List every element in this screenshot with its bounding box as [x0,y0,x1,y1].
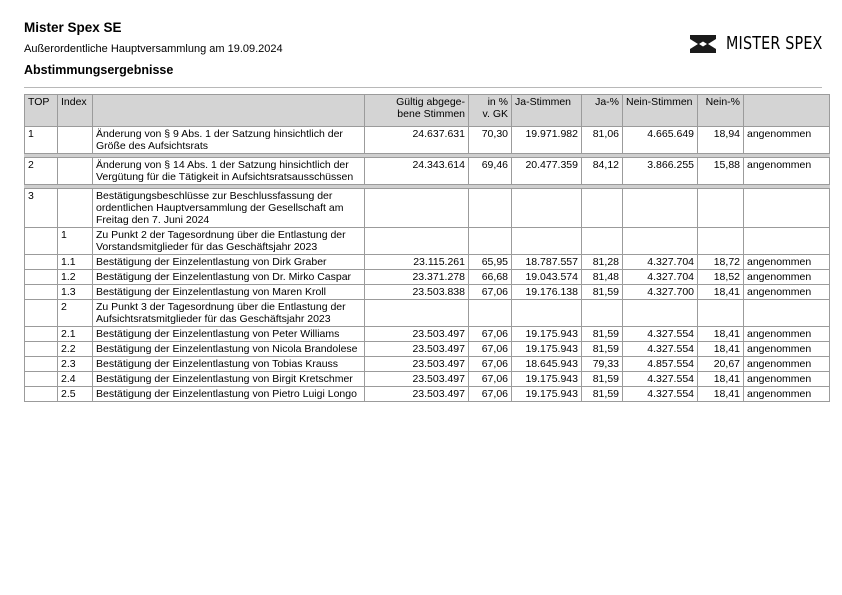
cell-result: angenommen [744,255,830,270]
cell-no-pct [698,189,744,228]
cell-valid-votes: 24.343.614 [365,158,469,185]
col-header-yes: Ja-Stimmen [512,95,582,127]
cell-valid-votes: 23.115.261 [365,255,469,270]
cell-yes: 18.645.943 [512,357,582,372]
cell-yes [512,300,582,327]
cell-valid-votes [365,300,469,327]
cell-yes-pct [582,228,623,255]
cell-index: 1.2 [58,270,93,285]
company-name: Mister Spex SE [24,20,122,35]
cell-yes-pct: 84,12 [582,158,623,185]
cell-text: Bestätigungsbeschlüsse zur Beschlussfassung der ordentlichen Hauptversammlung der Gesellschaft am Freitag den 7. Juni 2024 [93,189,365,228]
cell-top [25,300,58,327]
cell-yes [512,189,582,228]
cell-index: 1.3 [58,285,93,300]
cell-no [623,228,698,255]
col-header-index: Index [58,95,93,127]
document-header [24,18,283,77]
cell-valid-votes: 24.637.631 [365,127,469,154]
cell-no-pct: 18,72 [698,255,744,270]
cell-yes [512,228,582,255]
cell-result: angenommen [744,372,830,387]
cell-yes: 19.176.138 [512,285,582,300]
cell-no: 4.327.704 [623,255,698,270]
cell-text: Bestätigung der Einzelentlastung von Pietro Luigi Longo [93,387,365,402]
cell-yes-pct: 81,06 [582,127,623,154]
cell-no [623,300,698,327]
cell-top [25,372,58,387]
cell-top [25,228,58,255]
cell-top: 2 [25,158,58,185]
cell-top [25,255,58,270]
cell-yes-pct: 81,59 [582,285,623,300]
cell-yes-pct: 81,28 [582,255,623,270]
cell-result: angenommen [744,342,830,357]
glasses-logo-icon [688,32,718,56]
cell-no: 4.327.554 [623,372,698,387]
cell-text: Änderung von § 9 Abs. 1 der Satzung hinsichtlich der Größe des Aufsichtsrats [93,127,365,154]
cell-index: 2.4 [58,372,93,387]
cell-valid-votes: 23.503.497 [365,372,469,387]
cell-no-pct [698,300,744,327]
cell-index: 1 [58,228,93,255]
cell-pct-gk [469,189,512,228]
cell-top: 3 [25,189,58,228]
cell-no: 4.327.704 [623,270,698,285]
voting-results-table [24,94,830,402]
cell-yes-pct: 81,59 [582,372,623,387]
cell-no-pct: 20,67 [698,357,744,372]
cell-yes: 19.175.943 [512,327,582,342]
cell-no [623,189,698,228]
cell-text: Bestätigung der Einzelentlastung von Nicola Brandolese [93,342,365,357]
cell-index: 2.1 [58,327,93,342]
cell-text: Bestätigung der Einzelentlastung von Birgit Kretschmer [93,372,365,387]
table-row [25,357,830,372]
table-row [25,372,830,387]
col-header-result [744,95,830,127]
cell-no: 3.866.255 [623,158,698,185]
cell-result: angenommen [744,127,830,154]
cell-valid-votes: 23.503.838 [365,285,469,300]
cell-text: Bestätigung der Einzelentlastung von Tobias Krauss [93,357,365,372]
table-row [25,189,830,228]
cell-valid-votes: 23.371.278 [365,270,469,285]
cell-result: angenommen [744,357,830,372]
page-title: Abstimmungsergebnisse [24,63,174,77]
cell-index [58,189,93,228]
cell-index: 2.5 [58,387,93,402]
cell-valid-votes: 23.503.497 [365,342,469,357]
cell-top [25,327,58,342]
col-header-valid-votes: Gültig abgege- bene Stimmen [365,95,469,127]
cell-pct-gk: 67,06 [469,372,512,387]
cell-no-pct: 15,88 [698,158,744,185]
cell-pct-gk: 66,68 [469,270,512,285]
cell-result [744,300,830,327]
cell-yes-pct [582,300,623,327]
cell-text: Änderung von § 14 Abs. 1 der Satzung hinsichtlich der Vergütung für die Tätigkeit in Aufsichtsratsausschüssen [93,158,365,185]
cell-no: 4.665.649 [623,127,698,154]
cell-index: 2.3 [58,357,93,372]
cell-no-pct: 18,94 [698,127,744,154]
cell-yes: 20.477.359 [512,158,582,185]
cell-result: angenommen [744,158,830,185]
cell-pct-gk [469,228,512,255]
cell-result [744,189,830,228]
cell-index [58,158,93,185]
cell-valid-votes [365,228,469,255]
table-header-row [25,95,830,127]
table-row [25,228,830,255]
cell-top: 1 [25,127,58,154]
cell-index: 2.2 [58,342,93,357]
cell-yes: 18.787.557 [512,255,582,270]
cell-yes-pct: 81,48 [582,270,623,285]
table-row [25,342,830,357]
cell-top [25,387,58,402]
cell-no: 4.327.554 [623,342,698,357]
cell-no-pct: 18,41 [698,327,744,342]
col-header-text [93,95,365,127]
cell-pct-gk: 67,06 [469,342,512,357]
cell-text: Bestätigung der Einzelentlastung von Dirk Graber [93,255,365,270]
cell-no: 4.327.554 [623,327,698,342]
cell-yes-pct: 81,59 [582,342,623,357]
cell-pct-gk: 70,30 [469,127,512,154]
table-row [25,270,830,285]
table-row [25,300,830,327]
cell-yes-pct: 79,33 [582,357,623,372]
col-header-no: Nein-Stimmen [623,95,698,127]
cell-index: 2 [58,300,93,327]
cell-yes: 19.175.943 [512,387,582,402]
cell-text: Bestätigung der Einzelentlastung von Peter Williams [93,327,365,342]
cell-no: 4.327.700 [623,285,698,300]
cell-result: angenommen [744,327,830,342]
header-divider [24,87,822,88]
cell-pct-gk: 65,95 [469,255,512,270]
table-row [25,285,830,300]
cell-yes: 19.175.943 [512,342,582,357]
cell-valid-votes: 23.503.497 [365,357,469,372]
cell-text: Bestätigung der Einzelentlastung von Maren Kroll [93,285,365,300]
cell-pct-gk: 67,06 [469,285,512,300]
cell-valid-votes: 23.503.497 [365,387,469,402]
cell-pct-gk: 67,06 [469,357,512,372]
cell-pct-gk: 67,06 [469,387,512,402]
cell-valid-votes: 23.503.497 [365,327,469,342]
cell-valid-votes [365,189,469,228]
table-row [25,158,830,185]
cell-index [58,127,93,154]
col-header-top: TOP [25,95,58,127]
cell-no-pct: 18,52 [698,270,744,285]
logo-wordmark: MISTER SPEX [726,34,823,54]
cell-pct-gk [469,300,512,327]
cell-yes-pct [582,189,623,228]
cell-no-pct: 18,41 [698,372,744,387]
col-header-pct-gk: in % v. GK [469,95,512,127]
cell-yes: 19.043.574 [512,270,582,285]
cell-pct-gk: 69,46 [469,158,512,185]
cell-pct-gk: 67,06 [469,327,512,342]
cell-no-pct: 18,41 [698,285,744,300]
table-row [25,255,830,270]
cell-top [25,270,58,285]
col-header-no-pct: Nein-% [698,95,744,127]
cell-result: angenommen [744,270,830,285]
cell-no: 4.857.554 [623,357,698,372]
cell-index: 1.1 [58,255,93,270]
cell-top [25,285,58,300]
table-row [25,387,830,402]
cell-top [25,342,58,357]
cell-text: Zu Punkt 2 der Tagesordnung über die Entlastung der Vorstandsmitglieder für das Geschäftsjahr 2023 [93,228,365,255]
cell-result [744,228,830,255]
cell-yes-pct: 81,59 [582,327,623,342]
cell-result: angenommen [744,387,830,402]
company-logo [688,32,822,56]
cell-no: 4.327.554 [623,387,698,402]
meeting-title: Außerordentliche Hauptversammlung am 19.09.2024 [24,43,283,55]
table-row [25,127,830,154]
cell-result: angenommen [744,285,830,300]
cell-text: Bestätigung der Einzelentlastung von Dr. Mirko Caspar [93,270,365,285]
cell-yes-pct: 81,59 [582,387,623,402]
table-row [25,327,830,342]
cell-no-pct: 18,41 [698,342,744,357]
cell-no-pct: 18,41 [698,387,744,402]
cell-no-pct [698,228,744,255]
cell-top [25,357,58,372]
cell-yes: 19.175.943 [512,372,582,387]
cell-yes: 19.971.982 [512,127,582,154]
col-header-yes-pct: Ja-% [582,95,623,127]
cell-text: Zu Punkt 3 der Tagesordnung über die Entlastung der Aufsichtsratsmitglieder für das Geschäftsjahr 2023 [93,300,365,327]
